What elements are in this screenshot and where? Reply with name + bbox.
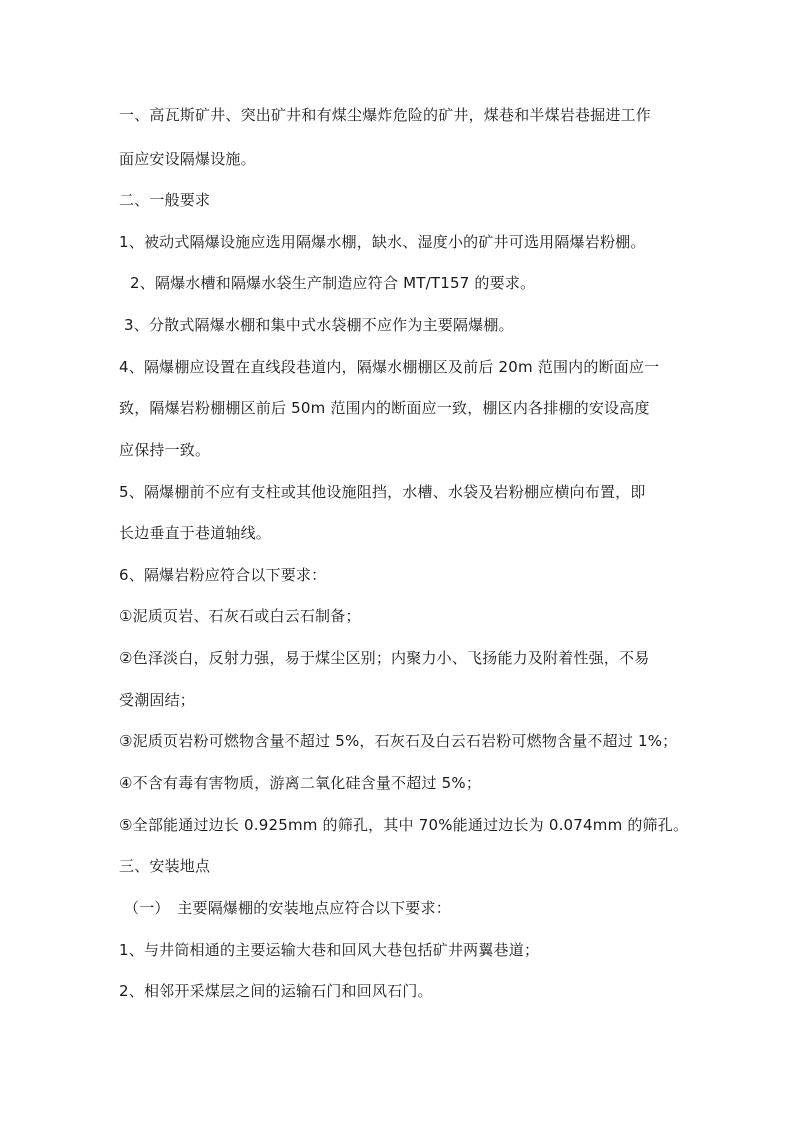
- subsection-heading-main-barrier: （一） 主要隔爆棚的安装地点应符合以下要求：: [124, 899, 451, 917]
- location-item-1: 1、与井筒相通的主要运输大巷和回风大巷包括矿井两翼巷道；: [119, 941, 540, 959]
- rock-dust-spec-2-line-1: ②色泽淡白，反射力强，易于煤尘区别；内聚力小、飞扬能力及附着性强，不易: [119, 649, 650, 667]
- requirement-item-6: 6、隔爆岩粉应符合以下要求：: [119, 566, 327, 584]
- section-heading-general: 二、一般要求: [119, 191, 211, 209]
- rock-dust-spec-5: ⑤全部能通过边长 0.925mm 的筛孔，其中 70%能通过边长为 0.074mm 的筛孔。: [119, 816, 689, 834]
- rock-dust-spec-1: ①泥质页岩、石灰石或白云石制备；: [119, 607, 361, 625]
- paragraph-intro-line-1: 一、高瓦斯矿井、突出矿井和有煤尘爆炸危险的矿井，煤巷和半煤岩巷掘进工作: [119, 106, 652, 124]
- paragraph-intro-line-2: 面应安设隔爆设施。: [119, 150, 256, 168]
- requirement-item-4-line-3: 应保持一致。: [119, 441, 211, 459]
- rock-dust-spec-3: ③泥质页岩粉可燃物含量不超过 5%，石灰石及白云石岩粉可燃物含量不超过 1%；: [119, 732, 678, 750]
- section-heading-location: 三、安装地点: [119, 857, 211, 875]
- requirement-item-3: 3、分散式隔爆水棚和集中式水袋棚不应作为主要隔爆棚。: [124, 316, 514, 334]
- rock-dust-spec-2-line-2: 受潮固结；: [119, 691, 196, 709]
- rock-dust-spec-4: ④不含有毒有害物质，游离二氧化硅含量不超过 5%；: [119, 774, 482, 792]
- requirement-item-2: 2、隔爆水槽和隔爆水袋生产制造应符合 MT/T157 的要求。: [130, 274, 536, 292]
- requirement-item-5-line-1: 5、隔爆棚前不应有支柱或其他设施阻挡，水槽、水袋及岩粉棚应横向布置，即: [119, 483, 646, 501]
- location-item-2: 2、相邻开采煤层之间的运输石门和回风石门。: [119, 982, 433, 1000]
- requirement-item-5-line-2: 长边垂直于巷道轴线。: [119, 524, 272, 542]
- requirement-item-4-line-2: 致，隔爆岩粉棚棚区前后 50m 范围内的断面应一致，棚区内各排棚的安设高度: [119, 399, 650, 417]
- requirement-item-1: 1、被动式隔爆设施应选用隔爆水棚，缺水、湿度小的矿井可选用隔爆岩粉棚。: [119, 233, 646, 251]
- requirement-item-4-line-1: 4、隔爆棚应设置在直线段巷道内，隔爆水棚棚区及前后 20m 范围内的断面应一: [119, 358, 660, 376]
